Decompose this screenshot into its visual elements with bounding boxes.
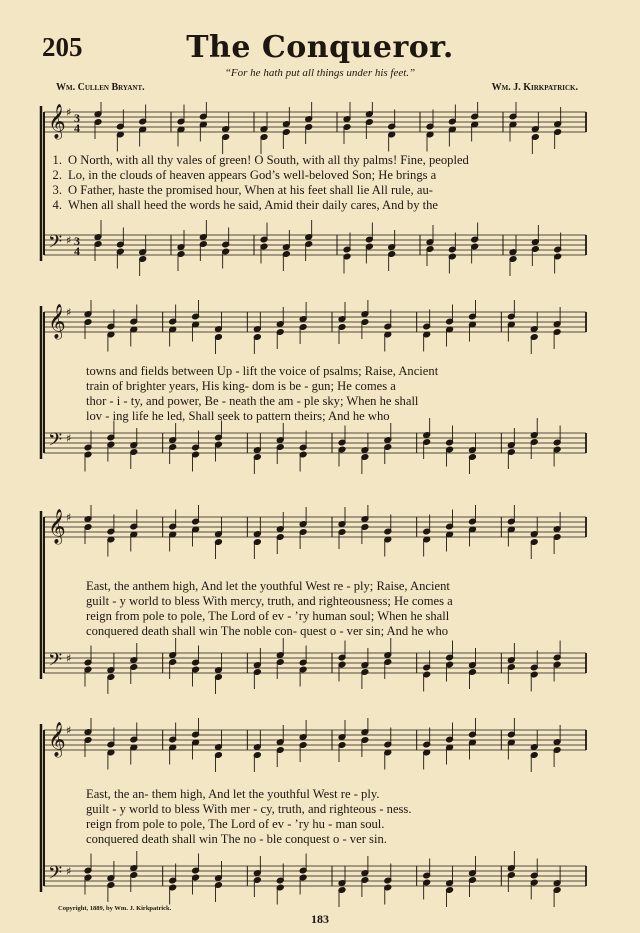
lyric-line bbox=[42, 183, 590, 198]
lyric-line: towns and fields between Up - lift the voice of psalms; Raise, Ancient bbox=[86, 364, 439, 378]
key-sharp: ♯ bbox=[66, 106, 72, 119]
lyric-text: Lo, in the clouds of heaven appears God’s well-beloved Son; He brings a bbox=[68, 168, 437, 182]
verse-number: 4. bbox=[52, 198, 62, 212]
key-sharp: ♯ bbox=[66, 234, 72, 247]
lyric-line: conquered death shall win The noble con- quest o - ver sin; And he who bbox=[86, 624, 449, 638]
time-signature: 4 bbox=[74, 121, 80, 135]
bass-clef: 𝄢 bbox=[48, 650, 63, 675]
lyric-line: guilt - y world to bless With mer - cy, truth, and righteous - ness. bbox=[86, 802, 412, 816]
time-signature: 3 bbox=[74, 111, 80, 125]
verse-number: 1. bbox=[52, 153, 62, 167]
hymn-number: 205 bbox=[42, 32, 83, 62]
hymn-title: The Conqueror. bbox=[186, 30, 454, 65]
key-sharp: ♯ bbox=[66, 865, 72, 878]
lyrics-system-1 bbox=[42, 153, 590, 213]
lyricist-credit: Wm. Cullen Bryant. bbox=[56, 82, 145, 93]
copyright-notice: Copyright, 1889, by Wm. J. Kirkpatrick. bbox=[58, 905, 172, 912]
bass-clef: 𝄢 bbox=[48, 863, 63, 888]
lyrics-system-3 bbox=[86, 579, 634, 639]
key-sharp: ♯ bbox=[66, 432, 72, 445]
lyrics-system-4 bbox=[86, 787, 634, 847]
key-sharp: ♯ bbox=[66, 724, 72, 737]
lyric-line: train of brighter years, His king- dom is be - gun; He comes a bbox=[86, 379, 396, 393]
lyric-line bbox=[42, 153, 590, 168]
composer-credit: Wm. J. Kirkpatrick. bbox=[491, 82, 578, 93]
lyric-line: East, the an- them high, And let the youthful West re - ply. bbox=[86, 787, 380, 801]
treble-clef: 𝄞 bbox=[48, 104, 66, 139]
epigraph: “For he hath put all things under his feet.” bbox=[224, 67, 416, 79]
key-sharp: ♯ bbox=[66, 306, 72, 319]
lyric-text: O Father, haste the promised hour, When at his feet shall lie All rule, au- bbox=[68, 183, 433, 197]
lyric-line bbox=[42, 168, 590, 183]
lyric-text: O North, with all thy vales of green! O South, with all thy palms! Fine, peopled bbox=[68, 153, 469, 167]
page-number: 183 bbox=[311, 912, 329, 926]
treble-clef: 𝄞 bbox=[48, 304, 66, 339]
bass-clef: 𝄢 bbox=[48, 232, 63, 257]
lyric-line: reign from pole to pole, The Lord of ev - ’ry human soul; When he shall bbox=[86, 609, 450, 623]
lyric-line: thor - i - ty, and power, Be - neath the am - ple sky; When he shall bbox=[86, 394, 419, 408]
lyric-text: When all shall heed the words he said, Amid their daily cares, And by the bbox=[68, 198, 439, 212]
key-sharp: ♯ bbox=[66, 511, 72, 524]
lyrics-system-2 bbox=[86, 364, 634, 424]
treble-clef: 𝄞 bbox=[48, 722, 66, 757]
bass-clef: 𝄢 bbox=[48, 430, 63, 455]
lyric-line: guilt - y world to bless With mercy, truth, and righteousness; He comes a bbox=[86, 594, 453, 608]
verse-number: 2. bbox=[52, 168, 62, 182]
time-signature: 4 bbox=[74, 244, 80, 258]
treble-clef: 𝄞 bbox=[48, 509, 66, 544]
time-signature: 3 bbox=[74, 234, 80, 248]
lyric-line: reign from pole to pole, The Lord of ev - ’ry hu - man soul. bbox=[86, 817, 385, 831]
lyric-line: East, the anthem high, And let the youthful West re - ply; Raise, Ancient bbox=[86, 579, 450, 593]
key-sharp: ♯ bbox=[66, 652, 72, 665]
lyric-line bbox=[42, 198, 590, 213]
lyric-line: lov - ing life he led, Shall seek to pattern theirs; And he who bbox=[86, 409, 390, 423]
lyric-line: conquered death shall win The no - ble conquest o - ver sin. bbox=[86, 832, 387, 846]
verse-number: 3. bbox=[52, 183, 62, 197]
